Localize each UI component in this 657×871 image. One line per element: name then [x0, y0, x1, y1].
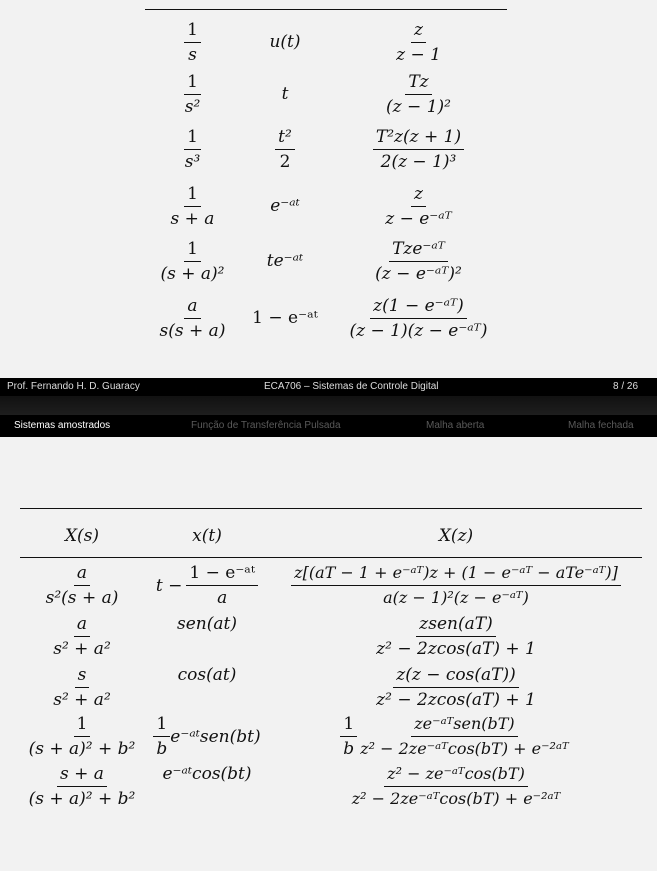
table-row: [20, 665, 642, 709]
xt-cell: cos(at): [177, 665, 237, 685]
xz-fraction: $\frac{\text{T²z(z + 1)}}{\text{2(z − 1)³}}$: [373, 127, 464, 172]
xt-prefix: t −: [155, 575, 183, 596]
xs-fraction: $\frac{a}{\text{s²(s + a)}}$: [45, 563, 119, 608]
footer-title: ECA706 – Sistemas de Controle Digital: [264, 381, 439, 392]
xz-fraction: $\frac{\text{ze⁻ᵃᵀsen(bT)}}{\text{z² − 2ze⁻ᵃᵀcos(bT) + e⁻²ᵃᵀ}}$: [360, 714, 569, 758]
footer-page-number: 8 / 26: [613, 381, 639, 392]
footer-author: Prof. Fernando H. D. Guaracy: [7, 381, 140, 392]
xt-cell: t: [281, 84, 289, 104]
nav-item-funcao-transferencia[interactable]: Função de Transferência Pulsada: [191, 420, 341, 431]
section-nav-bar: [0, 415, 657, 437]
table-row: [145, 127, 507, 171]
xt-cell: sen(at): [177, 614, 237, 634]
xs-fraction: $\frac{1}{\text{(s + a)²}}$: [160, 238, 225, 284]
header-xz: X(z): [438, 526, 474, 546]
xz-fraction: $\frac{\text{Tze⁻ᵃᵀ}}{\text{(z − e⁻ᵃᵀ)²}}$: [375, 238, 462, 284]
footer-info-bar: [0, 378, 657, 396]
table-header: [20, 526, 642, 550]
xt-coef-fraction: $\frac{1}{b}$: [153, 714, 170, 759]
xt-cell: u(t): [269, 32, 301, 52]
xz-fraction: $\frac{\text{z² − ze⁻ᵃᵀcos(bT)}}{\text{z² − 2ze⁻ᵃᵀcos(bT) + e⁻²ᵃᵀ}}$: [351, 764, 561, 808]
xz-fraction: $\frac{z}{z - 1}$: [396, 19, 441, 65]
nav-item-malha-fechada[interactable]: Malha fechada: [568, 420, 634, 431]
xz-fraction: $\frac{\text{z(1 − e⁻ᵃᵀ)}}{\text{(z − 1)(z − e⁻ᵃᵀ)}}$: [349, 295, 488, 341]
top-table-rule: [145, 9, 507, 10]
xt-cell: e⁻ᵃᵗcos(bt): [162, 764, 252, 784]
bottom-table-header-rule: [20, 557, 642, 558]
table-row: [20, 764, 642, 808]
xz-fraction: $\frac{Tz}{\text{(z − 1)²}}$: [386, 71, 451, 117]
table-row: [145, 296, 507, 340]
table-row: [145, 239, 507, 283]
table-row: [145, 20, 507, 64]
xz-fraction: $\frac{\text{z[(aT − 1 + e⁻ᵃᵀ)z + (1 − e⁻ᵃᵀ − aTe⁻ᵃᵀ)]}}{\text{a(z − 1)²(z − e⁻ᵃᵀ)}}$: [291, 563, 621, 608]
xt-fraction: $\frac{\text{t²}}{2}$: [275, 127, 295, 172]
table-row: [145, 184, 507, 228]
xs-fraction: $\frac{1}{\text{(s + a)² + b²}}$: [28, 714, 136, 759]
xt-suffix: e⁻ᵃᵗsen(bt): [170, 726, 261, 747]
xt-cell: te⁻ᵃᵗ: [266, 251, 304, 271]
footer-gradient-bar: [0, 396, 657, 415]
xz-fraction: $\frac{\text{zsen(aT)}}{\text{z² − 2zcos(aT) + 1}}$: [376, 614, 536, 659]
xs-fraction: $\frac{a}{s(s + a)}$: [159, 295, 226, 341]
nav-item-sistemas-amostrados[interactable]: Sistemas amostrados: [14, 420, 111, 431]
table-row: [145, 72, 507, 116]
header-xs: X(s): [64, 526, 100, 546]
xs-fraction: $\frac{1}{\text{s³}}$: [184, 126, 201, 172]
xt-fraction: $\frac{\text{1 − e⁻ᵃᵗ}}{a}$: [186, 563, 258, 608]
header-xt: x(t): [192, 526, 222, 546]
table-row: [20, 614, 642, 658]
xt-cell: 1 − e⁻ᵃᵗ: [252, 308, 318, 328]
xz-coef-fraction: $\frac{1}{b}$: [340, 714, 357, 759]
xs-fraction: $\frac{s + a}{\text{(s + a)² + b²}}$: [28, 764, 136, 809]
nav-item-malha-aberta[interactable]: Malha aberta: [426, 420, 485, 431]
slide-footer: [0, 378, 657, 437]
xs-fraction: $\frac{1}{s + a}$: [170, 183, 215, 229]
xt-cell: e⁻ᵃᵗ: [270, 196, 300, 216]
table-row: [20, 714, 642, 758]
xs-fraction: $\frac{a}{\text{s² + a²}}$: [53, 614, 111, 659]
xs-fraction: $\frac{s}{\text{s² + a²}}$: [53, 665, 111, 710]
xs-fraction: $\frac{1}{\text{s²}}$: [184, 71, 201, 117]
table-row: [20, 563, 642, 607]
bottom-table-top-rule: [20, 508, 642, 509]
xz-fraction: $\frac{z}{\text{z − e⁻ᵃᵀ}}$: [385, 183, 452, 229]
xz-fraction: $\frac{z(z - \cos(aT))}{\text{z² − 2zcos(aT) + 1}}$: [376, 665, 536, 710]
xs-fraction: $\frac{1}{s}$: [184, 20, 201, 65]
